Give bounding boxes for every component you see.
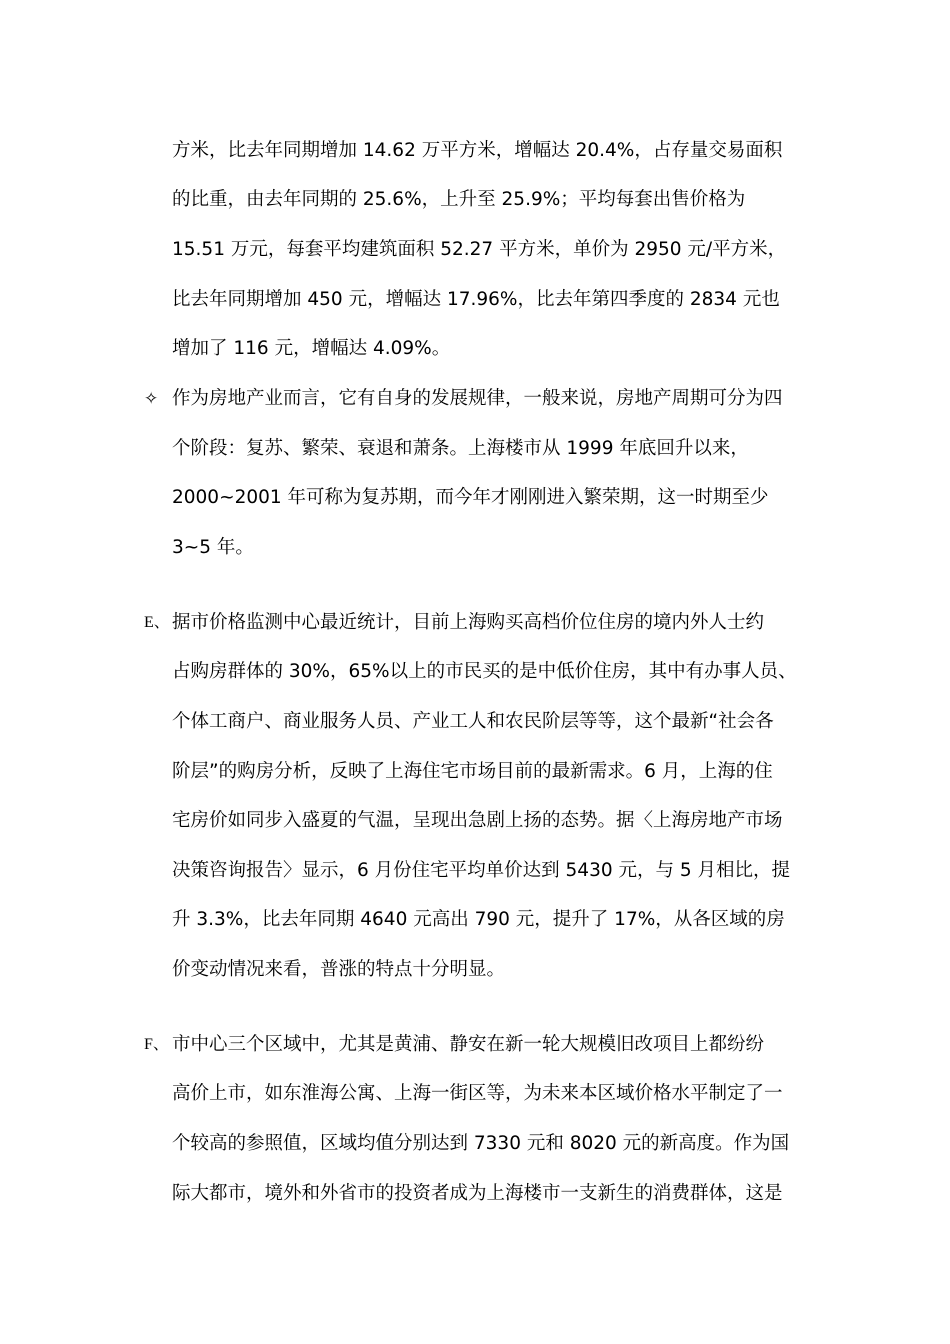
list-marker: F、	[144, 1036, 169, 1053]
paragraph-line: 高价上市，如东淮海公寓、上海一街区等，为未来本区域价格水平制定了一	[172, 1083, 783, 1104]
paragraph-line: 个阶段：复苏、繁荣、衰退和萧条。上海楼市从 1999 年底回升以来，	[172, 438, 749, 459]
paragraph-line: 决策咨询报告〉显示，6 月份住宅平均单价达到 5430 元，与 5 月相比，提	[172, 860, 791, 881]
paragraph-line: 2000~2001 年可称为复苏期，而今年才刚刚进入繁荣期，这一时期至少	[172, 487, 769, 508]
paragraph-line: 个较高的参照值，区域均值分别达到 7330 元和 8020 元的新高度。作为国	[172, 1133, 790, 1154]
list-marker: E、	[144, 614, 170, 631]
paragraph-line: 比去年同期增加 450 元，增幅达 17.96%，比去年第四季度的 2834 元也	[172, 289, 780, 310]
paragraph-line: 个体工商户、商业服务人员、产业工人和农民阶层等等，这个最新“社会各	[172, 711, 774, 732]
paragraph-line: 3~5 年。	[172, 537, 254, 558]
paragraph-line: 据市价格监测中心最近统计，目前上海购买高档价位住房的境内外人士约	[172, 612, 765, 633]
paragraph-line: 升 3.3%，比去年同期 4640 元高出 790 元，提升了 17%，从各区域的房	[172, 909, 785, 930]
paragraph-line: 的比重，由去年同期的 25.6%，上升至 25.9%；平均每套出售价格为	[172, 189, 746, 210]
paragraph-line: 增加了 116 元，增幅达 4.09%。	[172, 338, 451, 359]
paragraph-line: 占购房群体的 30%，65%以上的市民买的是中低价住房，其中有办事人员、	[172, 661, 797, 682]
diamond-bullet-icon: ✧	[144, 389, 159, 409]
paragraph-line: 15.51 万元，每套平均建筑面积 52.27 平方米，单价为 2950 元/平方米，	[172, 239, 787, 260]
paragraph-line: 阶层”的购房分析，反映了上海住宅市场目前的最新需求。6 月，上海的住	[172, 761, 773, 782]
paragraph-line: 作为房地产业而言，它有自身的发展规律，一般来说，房地产周期可分为四	[172, 388, 783, 409]
paragraph-line: 际大都市，境外和外省市的投资者成为上海楼市一支新生的消费群体，这是	[172, 1183, 783, 1204]
paragraph-line: 宅房价如同步入盛夏的气温，呈现出急剧上扬的态势。据〈上海房地产市场	[172, 810, 783, 831]
paragraph-line: 价变动情况来看，普涨的特点十分明显。	[172, 959, 506, 980]
paragraph-line: 方米，比去年同期增加 14.62 万平方米，增幅达 20.4%，占存量交易面积	[172, 140, 783, 161]
paragraph-line: 市中心三个区域中，尤其是黄浦、静安在新一轮大规模旧改项目上都纷纷	[172, 1034, 765, 1055]
